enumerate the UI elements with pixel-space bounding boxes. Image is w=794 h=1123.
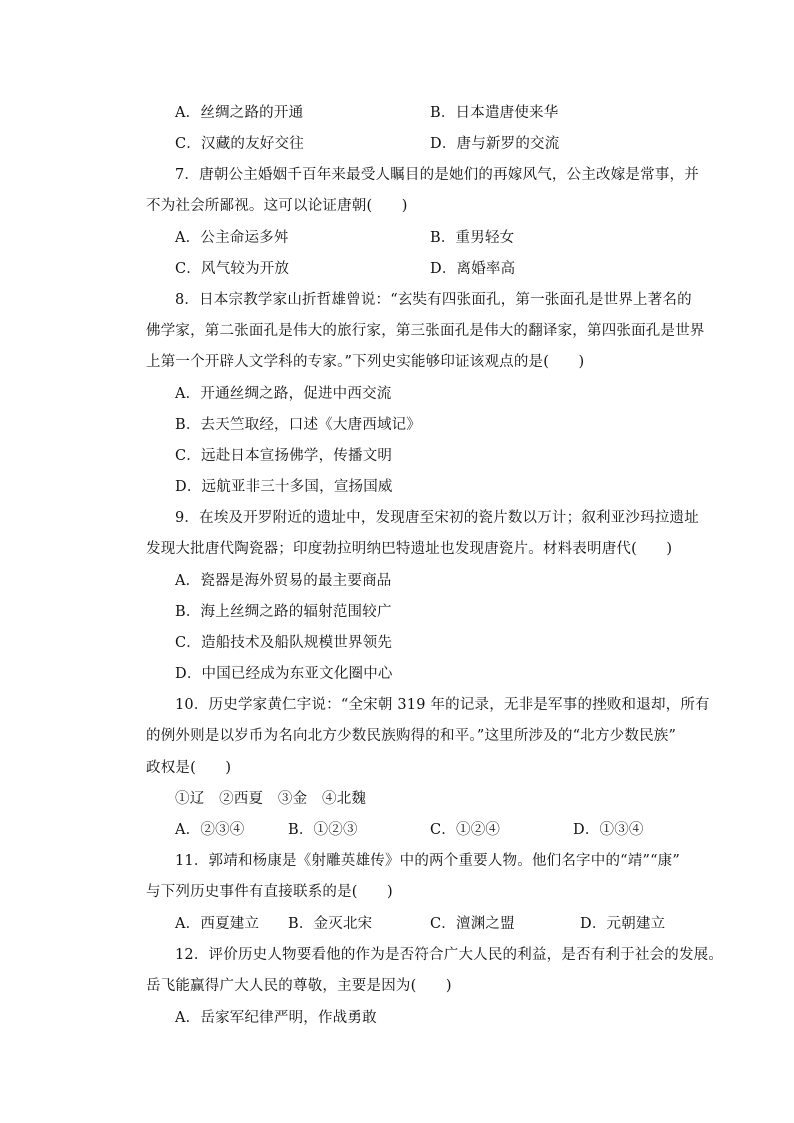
q9-option-c: C．造船技术及船队规模世界领先 [175,635,393,651]
q11-stem-line-1: 11．郭靖和杨康是《射雕英雄传》中的两个重要人物。他们名字中的“靖”“康” [175,853,680,869]
q7-option-d: D．离婚率高 [430,261,516,277]
q8-stem-line-3: 上第一个开辟人文学科的专家。”下列史实能够印证该观点的是( ) [146,354,585,370]
q7-option-a: A．公主命运多舛 [175,230,289,246]
q11-option-d: D．元朝建立 [580,916,666,932]
q8-option-a: A．开通丝绸之路，促进中西交流 [175,386,392,402]
q6-option-d: D．唐与新罗的交流 [430,136,560,152]
q9-stem-line-2: 发现大批唐代陶瓷器；印度勃拉明纳巴特遗址也发现唐瓷片。材料表明唐代( ) [146,541,673,557]
q11-option-b: B．金灭北宋 [288,916,373,932]
q6-option-c: C．汉藏的友好交往 [175,136,304,152]
q10-item-list: ①辽 ②西夏 ③金 ④北魏 [175,791,367,807]
q9-option-a: A．瓷器是海外贸易的最主要商品 [175,573,392,589]
q7-option-b: B．重男轻女 [430,230,515,246]
q11-option-a: A．西夏建立 [175,916,260,932]
q12-option-a: A．岳家军纪律严明，作战勇敢 [175,1010,377,1026]
q8-stem-line-1: 8．日本宗教学家山折哲雄曾说：“玄奘有四张面孔，第一张面孔是世界上著名的 [175,292,692,308]
q8-option-b: B．去天竺取经，口述《大唐西域记》 [175,417,422,433]
q9-option-b: B．海上丝绸之路的辐射范围较广 [175,604,392,620]
q10-stem-line-2: 的例外则是以岁币为名向北方少数民族购得的和平。”这里所涉及的“北方少数民族” [146,728,677,744]
q8-option-c: C．远赴日本宣扬佛学，传播文明 [175,448,393,464]
q10-option-a: A．②③④ [175,822,245,838]
q6-option-a: A．丝绸之路的开通 [175,105,304,121]
q12-stem-line-1: 12．评价历史人物要看他的作为是否符合广大人民的利益，是否有利于社会的发展。 [175,947,724,963]
q11-option-c: C．澶渊之盟 [430,916,515,932]
q6-option-b: B．日本遣唐使来华 [430,105,559,121]
q9-stem-line-1: 9．在埃及开罗附近的遗址中，发现唐至宋初的瓷片数以万计；叙利亚沙玛拉遗址 [175,510,699,526]
q10-stem-line-3: 政权是( ) [146,760,232,776]
q10-stem-line-1: 10．历史学家黄仁宇说：“全宋朝 319 年的记录，无非是军事的挫败和退却，所有 [175,697,710,713]
q8-stem-line-2: 佛学家，第二张面孔是伟大的旅行家，第三张面孔是伟大的翻译家，第四张面孔是世界 [146,323,705,339]
q10-option-d: D．①③④ [573,822,644,838]
q7-option-c: C．风气较为开放 [175,261,290,277]
q7-stem-line-1: 7．唐朝公主婚姻千百年来最受人瞩目的是她们的再嫁风气，公主改嫁是常事，并 [175,167,699,183]
q7-stem-line-2: 不为社会所鄙视。这可以论证唐朝( ) [146,198,408,214]
q10-option-c: C．①②④ [430,822,501,838]
q8-option-d: D．远航亚非三十多国，宣扬国威 [175,479,393,495]
q12-stem-line-2: 岳飞能赢得广大人民的尊敬，主要是因为( ) [146,978,452,994]
q9-option-d: D．中国已经成为东亚文化圈中心 [175,666,393,682]
q10-option-b: B．①②③ [288,822,358,838]
q11-stem-line-2: 与下列历史事件有直接联系的是( ) [146,884,393,900]
